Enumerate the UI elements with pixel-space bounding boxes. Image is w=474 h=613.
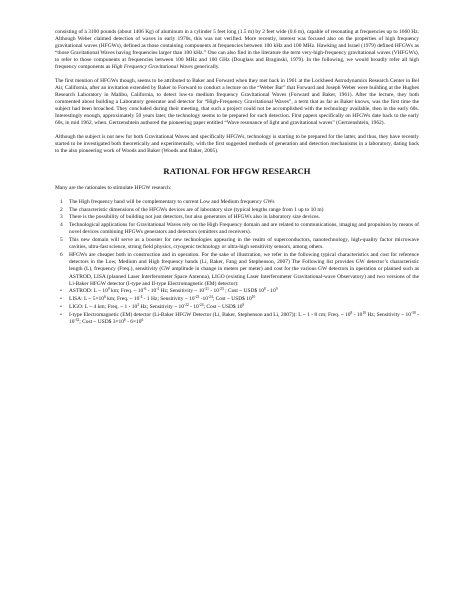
rationale-item xyxy=(55,252,419,287)
superscript-exponent: -2 xyxy=(156,287,160,292)
body-paragraph: The first mention of HFGWs though, seems to be attributed to Baker and Forward when they met back in 1961 at the Lockheed Astrodynamics Research Center in Bel Air, California, after an invitation extended by Baker to Forward to conduct a lecture on the “Weber Bar” that Forward and Joseph Weber were building at the Hughes Research Laboratory in Malibu, California, to detect low-to medium frequency Gravitational Waves (Forward and Baker, 1961). After the lecture, they both commented about building a Laboratory generator and detector for “High-Frequency Gravitational Waves”, a term that as far as Baker knows, was the first time the subject had been broached. They concluded during their meeting, that such a project could not be accomplished with the technology available, then in the early 60s. Interestingly enough, approximately 50 years later, the technology seems to be prepared for such detection. First papers specifically on HFGWs date back to the early 60s, in mid 1962, when. Gertzenshtein authored the pioneering paper entitled “Wave resonance of light and gravitational waves” (Gertzenshtein, 1962). xyxy=(55,77,419,127)
bullet-marker: • xyxy=(60,296,62,303)
item-text: LISA: L ~ $5\times 10^6$ km; Freq. ~ $10^{-4} - 1$ Hz; Sensitivity ~ $10^{-23}$ $-10^{-24}$; Cost ~ USD$ $10^{10}$ xyxy=(69,295,256,303)
superscript-exponent: -24 xyxy=(198,303,204,308)
item-text: Technological applications for Gravitational Waves rely on the High Frequency domain and are related to communications, imaging and propulsion by means of novel devices combining HFGWs generators and detectors (emitters and receivers). xyxy=(69,222,419,236)
superscript-exponent: 6 xyxy=(141,318,144,323)
rationales-intro: Many are the rationales to stimulate HFGW research: xyxy=(55,184,172,191)
item-text: The characteristic dimensions of the HFGWs devices are of laboratory size (typical lengths range from 1 up to 10 m) xyxy=(69,206,324,213)
item-text: There is the possibility of building not just detectors, but also generators of HFGWs also in laboratory size devices. xyxy=(69,214,320,221)
section-heading: RATIONAL FOR HFGW RESEARCH xyxy=(163,165,311,176)
bullet-marker: • xyxy=(60,288,62,295)
italic-term: High Frequency Gravitational Waves xyxy=(111,64,193,71)
item-number: 1 xyxy=(60,198,63,205)
item-number: 4 xyxy=(60,222,63,229)
superscript-exponent: -23 xyxy=(194,295,200,300)
superscript-exponent: -22 xyxy=(183,303,189,308)
superscript-exponent: -32 xyxy=(74,318,80,323)
item-number: 3 xyxy=(60,214,63,221)
bullet-marker: • xyxy=(60,304,62,311)
item-text: This new domain will serve as a booster for new technologies appearing in the realm of superconductors, nanotechnology, high-quality factor microwave cavities, ultra-fast science, strong field physics, cryogenic technology or ultra-high sensitivity sensors, among others. xyxy=(69,237,419,251)
superscript-exponent: 3 xyxy=(137,303,140,308)
rationale-item xyxy=(55,199,419,206)
item-text: HFGWs are cheaper both in construction and in operation. For the sake of illustration, we refer in the following typical characteristics and cost for reference detectors in the Low, Medium and High frequency bands (Li, Baker, Fang and Stephenson, 2007) The Following list provides GW detector’s characteristic length (L), frequency (Freq.), sensitivity (GW amplitude in change in meters per meter) and cost for the various GW detectors in operation or planned such as ASTROD, LISA (planned Laser Interferometer Space Antenna), LIGO (existing Laser Interferometer Gravitational-wave Observatory) and two versions of the Li-Baker HFGW detector (I-type and II-type Electromagnetic (EM) detector): xyxy=(69,252,419,287)
item-text: LIGO: L ~ 4 km; Freq. ~ $1 - 10^3$ Hz; Sensitivity ~ $10^{-22} - 10^{-24}$; Cost ~ USD$ $10^9$ xyxy=(69,303,245,311)
bullet-marker: • xyxy=(60,312,62,319)
superscript-exponent: -23 xyxy=(218,287,224,292)
superscript-exponent: 8 xyxy=(263,287,266,292)
item-number: 5 xyxy=(60,237,63,244)
superscript-exponent: -21 xyxy=(204,287,209,292)
rationale-item xyxy=(55,207,419,214)
superscript-exponent: 6 xyxy=(103,295,106,300)
body-paragraph: Although the subject is not new for both Gravitational Waves and specifically HFGWs, technology is starting to be prepared for the latter, and thus, they have recently started to be investigated both theoretically and experimentally, with the first suggested methods of generation and detection mechanisms in a laboratory, dating back to the also pioneering work of Woods and Baker (Woods and Baker, 2005). xyxy=(55,133,419,154)
item-text: ASTROD: L ~ $10^9$ km; Freq. ~ $10^{-6} - 10^{-2}$ Hz; Sensitivity ~ $10^{-21} - 10^{-23}$ ; Cost ~ USD$ $10^8 - 10^9$ xyxy=(69,287,278,295)
detector-bullet-item xyxy=(55,296,419,303)
superscript-exponent: 6 xyxy=(123,318,126,323)
superscript-exponent: -30 xyxy=(411,311,416,316)
rationales-list xyxy=(55,199,419,327)
item-text: The High frequency band will be complementary to current Low and Medium frequency GWs xyxy=(69,198,275,205)
detector-bullet-item xyxy=(55,288,419,295)
rationale-item xyxy=(55,214,419,221)
superscript-exponent: -6 xyxy=(143,287,147,292)
item-text: I-type Electromagnetic (EM) detector (Li-Baker HFGW Detector (Li, Baker, Stephenson and Li, 2007)): L ~ 1 - 8 cm; Freq. ~ $10^8 - 10^{10}$ Hz; Sensitivity ~ $10^{-30} - 10^{-32}$; Cost ~ USD$ $3\times 10^6 - 6\times 10^6$ xyxy=(69,311,419,326)
rationale-item xyxy=(55,222,419,236)
superscript-exponent: 10 xyxy=(251,295,256,300)
superscript-exponent: 9 xyxy=(275,287,278,292)
superscript-exponent: 10 xyxy=(362,311,366,316)
detector-bullet-item xyxy=(55,312,419,326)
superscript-exponent: 9 xyxy=(242,303,245,308)
superscript-exponent: -24 xyxy=(207,295,213,300)
superscript-exponent: 8 xyxy=(350,311,353,316)
item-number: 2 xyxy=(60,206,63,213)
item-number: 6 xyxy=(60,252,63,259)
body-paragraph: consisting of a 3100 pounds (about 1406 Kg) of aluminum in a cylinder 5 feet long (1.5 m) by 2 feet wide (0.6 m), capable of resonating at frequencies up to 1660 Hz. Although Weber claimed detection of waves in early 1970s, this was not verified. More recently, interest was focused also on the properties of high frequency gravitational waves (HFGWs), defined as those containing components at frequencies between 100 kHz and 100 MHz. Hawking and Israel (1979) defined HFGWs as “those Gravitational Waves having frequencies larger than 100 kHz.” One can also find in the literature the term very-high-frequency gravitational waves (VHFGWs), to refer to those components at frequencies between 100 MHz and 100 GHz (Douglass and Braginski, 1979). In the following, we would broadly refer all high frequency components as High Frequency Gravitational Waves generically. xyxy=(55,29,419,71)
superscript-exponent: 9 xyxy=(107,287,110,292)
superscript-exponent: -4 xyxy=(139,295,143,300)
rationale-item xyxy=(55,237,419,251)
body-paragraphs xyxy=(55,29,419,155)
